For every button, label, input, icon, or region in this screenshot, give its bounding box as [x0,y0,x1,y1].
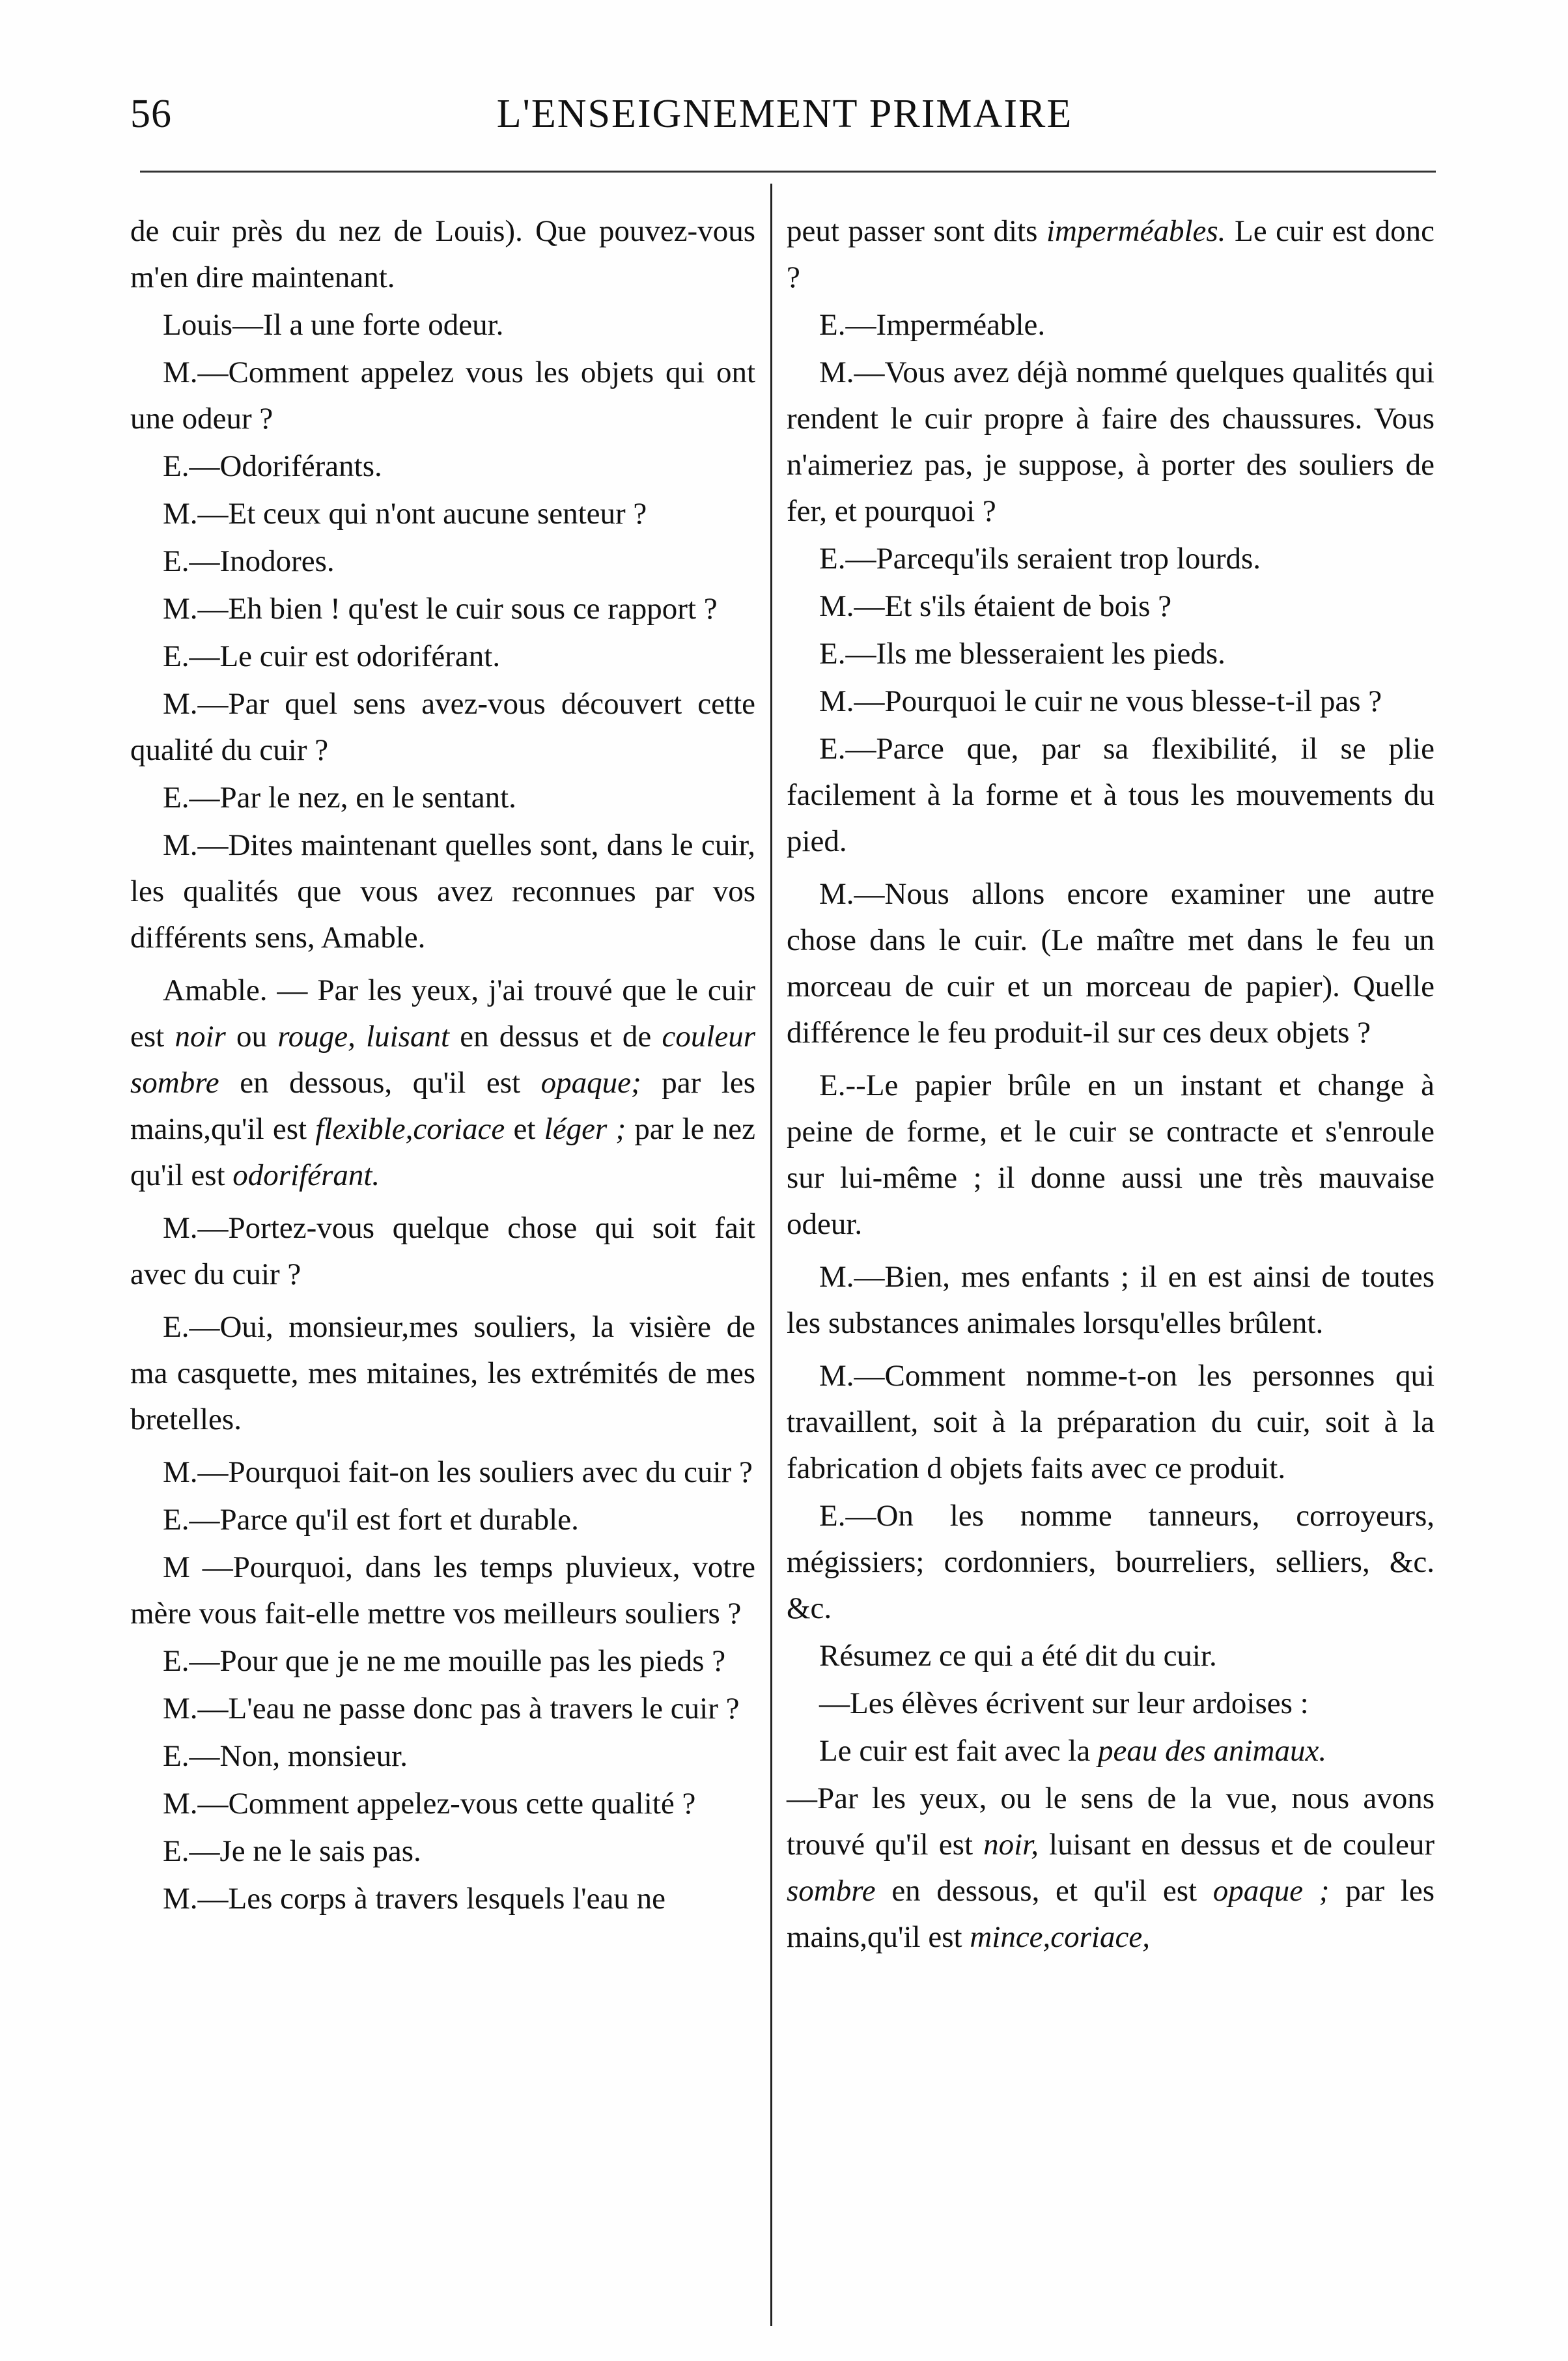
paragraph: Amable. — Par les yeux, j'ai trouvé que le cuir est noir ou rouge, luisant en dessus et de couleur sombre en dessous, qu'il est opaque; par les mains,qu'il est flexible,coriace et léger ; par le nez qu'il est odoriférant. [130,973,756,1192]
paragraph: M.—Pourquoi le cuir ne vous blesse-t-il pas ? [819,684,1382,718]
paragraph: Le cuir est fait avec la peau des animaux. [819,1734,1327,1768]
paragraph: E.—Inodores. [163,544,335,578]
paragraph: M.—Comment appelez-vous cette qualité ? [163,1787,696,1821]
header-rule [140,171,1436,173]
paragraph: M.—Comment nomme-t-on les personnes qui travaillent, soit à la préparation du cuir, soit à la fabrication d objets faits avec ce produit. [787,1359,1435,1485]
page-number: 56 [130,92,172,136]
paragraph: E.—Parce que, par sa flexibilité, il se plie facilement à la forme et à tous les mouvements du pied. [787,732,1435,858]
paragraph: M —Pourquoi, dans les temps pluvieux, votre mère vous fait-elle mettre vos meilleurs souliers ? [130,1550,755,1630]
paragraph: E.--Le papier brûle en un instant et change à peine de forme, et le cuir se contracte et s'enroule sur lui-même ; il donne aussi une très mauvaise odeur. [787,1069,1435,1241]
paragraph: M.—Les corps à travers lesquels l'eau ne [163,1882,665,1916]
paragraph: E.—Par le nez, en le sentant. [163,781,516,815]
paragraph: M.—Vous avez déjà nommé quelques qualités qui rendent le cuir propre à faire des chaussures. Vous n'aimeriez pas, je suppose, à porter des souliers de fer, et pourquoi ? [787,356,1435,528]
paragraph: M.—L'eau ne passe donc pas à travers le cuir ? [163,1692,740,1725]
left-column [130,208,755,1923]
paragraph: M.—Dites maintenant quelles sont, dans le cuir, les qualités que vous avez reconnues par vos différents sens, Amable. [130,828,755,955]
paragraph: M.—Pourquoi fait-on les souliers avec du cuir ? [163,1455,753,1489]
paragraph: Louis—Il a une forte odeur. [163,308,504,342]
paragraph: E.—Non, monsieur. [163,1739,408,1773]
paragraph: M.—Bien, mes enfants ; il en est ainsi de toutes les substances animales lorsqu'elles brûlent. [787,1260,1435,1340]
paragraph: E.—Parcequ'ils seraient trop lourds. [819,542,1261,576]
paragraph: E.—Oui, monsieur,mes souliers, la visière de ma casquette, mes mitaines, les extrémités de mes bretelles. [130,1310,755,1436]
paragraph: M.—Et ceux qui n'ont aucune senteur ? [163,497,647,531]
right-column [787,208,1435,1962]
paragraph: M.—Portez-vous quelque chose qui soit fait avec du cuir ? [130,1211,755,1291]
paragraph: de cuir près du nez de Louis). Que pouvez-vous m'en dire maintenant. [130,214,755,294]
paragraph: E.—Le cuir est odoriférant. [163,639,501,673]
paragraph: E.—Je ne le sais pas. [163,1834,421,1868]
paragraph: E.—Ils me blesseraient les pieds. [819,637,1225,671]
paragraph: E.—Imperméable. [819,308,1046,342]
paragraph: Résumez ce qui a été dit du cuir. [819,1639,1217,1673]
paragraph: M.—Par quel sens avez-vous découvert cette qualité du cuir ? [130,687,755,767]
paragraph: M.—Nous allons encore examiner une autre chose dans le cuir. (Le maître met dans le feu un morceau de cuir et un morceau de papier). Quelle différence le feu produit-il sur ces deux objets ? [787,877,1435,1050]
running-title: L'ENSEIGNEMENT PRIMAIRE [496,92,1073,136]
paragraph: peut passer sont dits imperméables. Le cuir est donc ? [787,214,1435,294]
paragraph: —Les élèves écrivent sur leur ardoises : [819,1686,1309,1720]
paragraph: E.—Odoriférants. [163,449,382,483]
paragraph: E.—Pour que je ne me mouille pas les pieds ? [163,1644,726,1678]
paragraph: E.—On les nomme tanneurs, corroyeurs, mégissiers; cordonniers, bourreliers, selliers, &c. &c. [787,1499,1435,1625]
paragraph: M.—Et s'ils étaient de bois ? [819,589,1172,623]
paragraph: M.—Comment appelez vous les objets qui ont une odeur ? [130,356,755,436]
paragraph: —Par les yeux, ou le sens de la vue, nous avons trouvé qu'il est noir, luisant en dessus et de couleur sombre en dessous, et qu'il est opaque ; par les mains,qu'il est mince,coriace, [787,1781,1435,1954]
column-divider [770,184,772,2326]
page-header [130,91,1439,163]
paragraph: E.—Parce qu'il est fort et durable. [163,1503,579,1537]
paragraph: M.—Eh bien ! qu'est le cuir sous ce rapport ? [163,592,718,626]
